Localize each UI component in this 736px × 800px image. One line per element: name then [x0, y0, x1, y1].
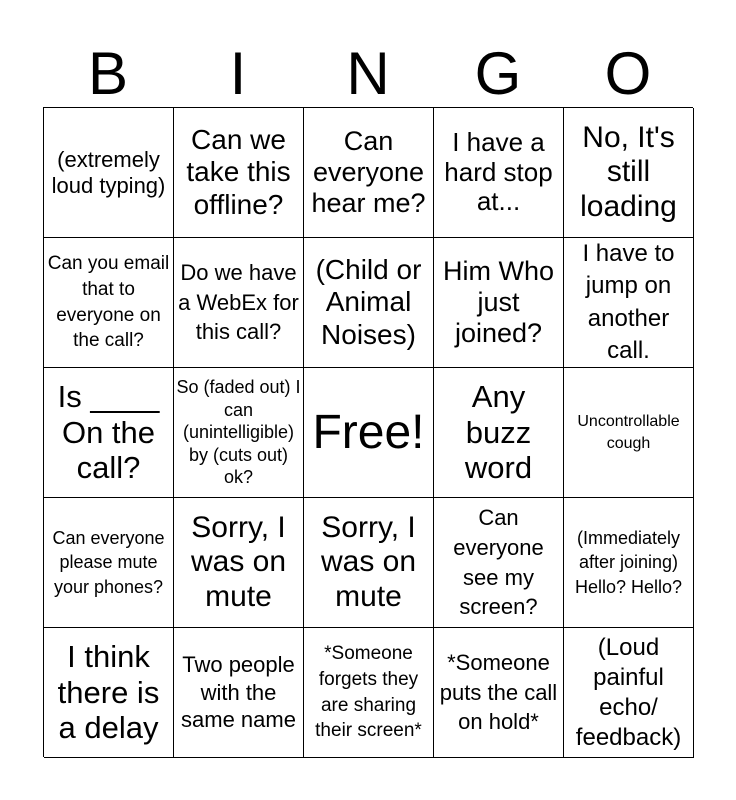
bingo-cell[interactable]: [304, 628, 434, 758]
bingo-cell[interactable]: [174, 238, 304, 368]
bingo-cell[interactable]: [564, 368, 694, 498]
cell-text: Him Who just joined?: [442, 255, 554, 349]
bingo-cell[interactable]: [564, 238, 694, 368]
bingo-cell[interactable]: [44, 238, 174, 368]
cell-text: I think there is a delay: [57, 639, 160, 746]
cell-text: Can everyone see my screen?: [453, 505, 544, 620]
bingo-cell[interactable]: [564, 108, 694, 238]
bingo-cell[interactable]: [434, 238, 564, 368]
bingo-cell[interactable]: [434, 368, 564, 498]
bingo-cell[interactable]: [434, 108, 564, 238]
header-letter-i: I: [229, 40, 247, 107]
bingo-cell[interactable]: [174, 498, 304, 628]
cell-text: (Child or Animal Noises): [315, 254, 422, 350]
bingo-cell[interactable]: [174, 628, 304, 758]
cell-text: *Someone puts the call on hold*: [439, 649, 558, 735]
cell-text: Free!: [312, 405, 425, 459]
cell-text: Uncontrollable cough: [577, 412, 680, 452]
cell-text: Is ____ On the call?: [57, 379, 160, 486]
bingo-cell[interactable]: [44, 628, 174, 758]
header-letter-o: O: [604, 40, 652, 107]
cell-text: (Immediately after joining) Hello? Hello?: [574, 528, 683, 597]
cell-text: Can everyone hear me?: [311, 125, 426, 219]
cell-text: Any buzz word: [464, 379, 533, 486]
bingo-cell[interactable]: [434, 628, 564, 758]
bingo-cell[interactable]: [304, 498, 434, 628]
cell-text: Sorry, I was on mute: [320, 510, 417, 613]
cell-text: Two people with the same name: [181, 652, 296, 733]
bingo-cell[interactable]: [174, 108, 304, 238]
bingo-cell[interactable]: [174, 368, 304, 498]
cell-text: Can everyone please mute your phones?: [52, 528, 165, 597]
cell-text: (extremely loud typing): [51, 147, 166, 198]
cell-text: So (faded out) I can (unintelligible) by (cuts out) ok?: [176, 377, 301, 488]
cell-text: I have a hard stop at...: [444, 126, 553, 217]
bingo-cell[interactable]: [434, 498, 564, 628]
bingo-cell[interactable]: [564, 628, 694, 758]
cell-text: Can you email that to everyone on the call?: [47, 253, 170, 352]
bingo-card: [43, 107, 693, 757]
header-letter-g: G: [474, 40, 522, 107]
cell-text: I have to jump on another call.: [582, 239, 675, 364]
bingo-header: [43, 40, 693, 108]
bingo-cell[interactable]: [44, 498, 174, 628]
cell-text: (Loud painful echo/ feedback): [575, 633, 682, 751]
bingo-cell[interactable]: [564, 498, 694, 628]
cell-text: *Someone forgets they are sharing their screen*: [315, 643, 422, 742]
cell-text: Sorry, I was on mute: [190, 510, 287, 613]
header-letter-b: B: [87, 40, 129, 107]
bingo-cell[interactable]: [44, 108, 174, 238]
cell-text: Do we have a WebEx for this call?: [178, 259, 299, 345]
bingo-cell[interactable]: [304, 108, 434, 238]
header-letter-n: N: [346, 40, 390, 107]
bingo-cell[interactable]: [44, 368, 174, 498]
bingo-cell-free[interactable]: [304, 368, 434, 498]
bingo-cell[interactable]: [304, 238, 434, 368]
cell-text: Can we take this offline?: [186, 124, 291, 220]
cell-text: No, It's still loading: [580, 120, 677, 223]
